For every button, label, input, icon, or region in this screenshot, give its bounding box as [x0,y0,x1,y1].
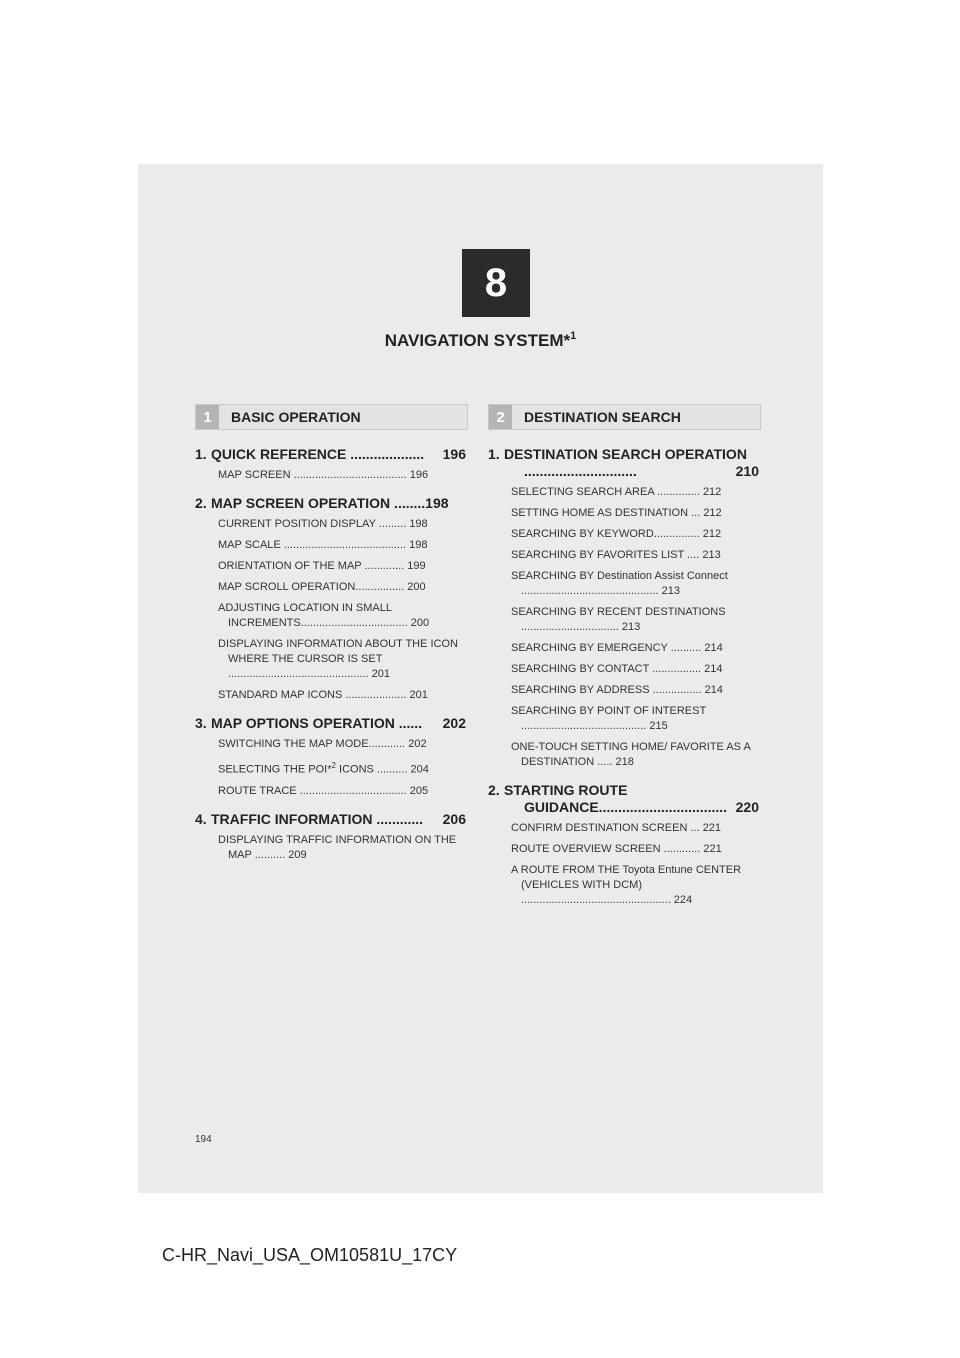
toc-sub-entry[interactable]: CURRENT POSITION DISPLAY ......... 198 [218,518,428,530]
section-title: DESTINATION SEARCH [524,409,681,425]
toc-sub-entry[interactable]: DISPLAYING TRAFFIC INFORMATION ON THE MAP .......... 209 [218,833,457,861]
toc-column-left [195,446,466,869]
toc-sub-entry[interactable]: MAP SCROLL OPERATION................ 200 [218,581,426,593]
toc-main-entry[interactable]: 1. 210 DESTINATION SEARCH OPERATION ............................. [488,446,759,479]
section-number: 1 [196,405,219,429]
toc-sub-entry[interactable]: SEARCHING BY Destination Assist Connect ............................................. 213 [511,570,728,597]
toc-main-entry[interactable]: 2. MAP SCREEN OPERATION ........198 [195,495,449,511]
toc-sub-entry[interactable]: SEARCHING BY RECENT DESTINATIONS ................................ 213 [511,606,726,633]
toc-sub-entry[interactable]: ADJUSTING LOCATION IN SMALL INCREMENTS................................... 200 [218,602,430,629]
toc-sub-entry[interactable]: MAP SCREEN ..................................... 196 [218,469,429,481]
toc-main-entry[interactable]: 4. 206 TRAFFIC INFORMATION ............ [195,810,466,827]
toc-sub-entry[interactable]: SEARCHING BY CONTACT ................ 214 [511,663,723,675]
toc-sub-entry[interactable]: A ROUTE FROM THE Toyota Entune CENTER (VEHICLES WITH DCM) ................................................. 224 [511,864,742,906]
chapter-number-box: 8 [462,249,530,317]
toc-column-right [488,446,759,914]
toc-sub-entry[interactable]: ORIENTATION OF THE MAP ............. 199 [218,560,426,572]
toc-sub-entry[interactable]: SETTING HOME AS DESTINATION ... 212 [511,507,722,519]
toc-sub-entry[interactable]: SELECTING THE POI*$^2$ ICONS .......... 204 [218,761,429,776]
chapter-title: NAVIGATION SYSTEM*$^1$ [384,330,577,350]
section-header-destination-search [488,404,761,430]
toc-sub-entry[interactable]: DISPLAYING INFORMATION ABOUT THE ICON WHERE THE CURSOR IS SET .............................................. 201 [218,638,458,680]
toc-sub-entry[interactable]: SEARCHING BY ADDRESS ................ 214 [511,684,723,696]
toc-sub-entry[interactable]: SEARCHING BY KEYWORD............... 212 [511,528,722,540]
toc-sub-entry[interactable]: STANDARD MAP ICONS .................... 201 [218,689,428,701]
toc-sub-entry[interactable]: SEARCHING BY FAVORITES LIST .... 213 [511,549,721,561]
toc-sub-entry[interactable]: ROUTE TRACE ................................... 205 [218,784,429,797]
toc-sub-entry[interactable]: ONE-TOUCH SETTING HOME/ FAVORITE AS A DESTINATION ..... 218 [511,741,751,768]
toc-main-entry[interactable]: 2. 220 STARTING ROUTE GUIDANCE................................. [488,782,759,815]
toc-sub-entry[interactable]: ROUTE OVERVIEW SCREEN ............ 221 [511,843,722,855]
section-header-basic-operation [195,404,468,430]
toc-sub-entry[interactable]: SEARCHING BY EMERGENCY .......... 214 [511,642,723,654]
toc-sub-entry[interactable]: CONFIRM DESTINATION SCREEN ... 221 [511,822,722,834]
toc-sub-entry[interactable]: SELECTING SEARCH AREA .............. 212 [511,486,722,498]
toc-sub-entry[interactable]: SEARCHING BY POINT OF INTEREST ......................................... 215 [511,705,706,732]
page-number: 194 [195,1134,212,1145]
section-number: 2 [489,405,512,429]
toc-sub-entry[interactable]: MAP SCALE ........................................ 198 [218,539,428,551]
toc-main-entry[interactable]: 1. 196 QUICK REFERENCE ................... [195,446,466,462]
document-code: C-HR_Navi_USA_OM10581U_17CY [162,1245,458,1265]
toc-main-entry[interactable]: 3. 202 MAP OPTIONS OPERATION ...... [195,715,466,731]
section-title: BASIC OPERATION [231,409,361,425]
toc-sub-entry[interactable]: SWITCHING THE MAP MODE............ 202 [218,738,427,750]
